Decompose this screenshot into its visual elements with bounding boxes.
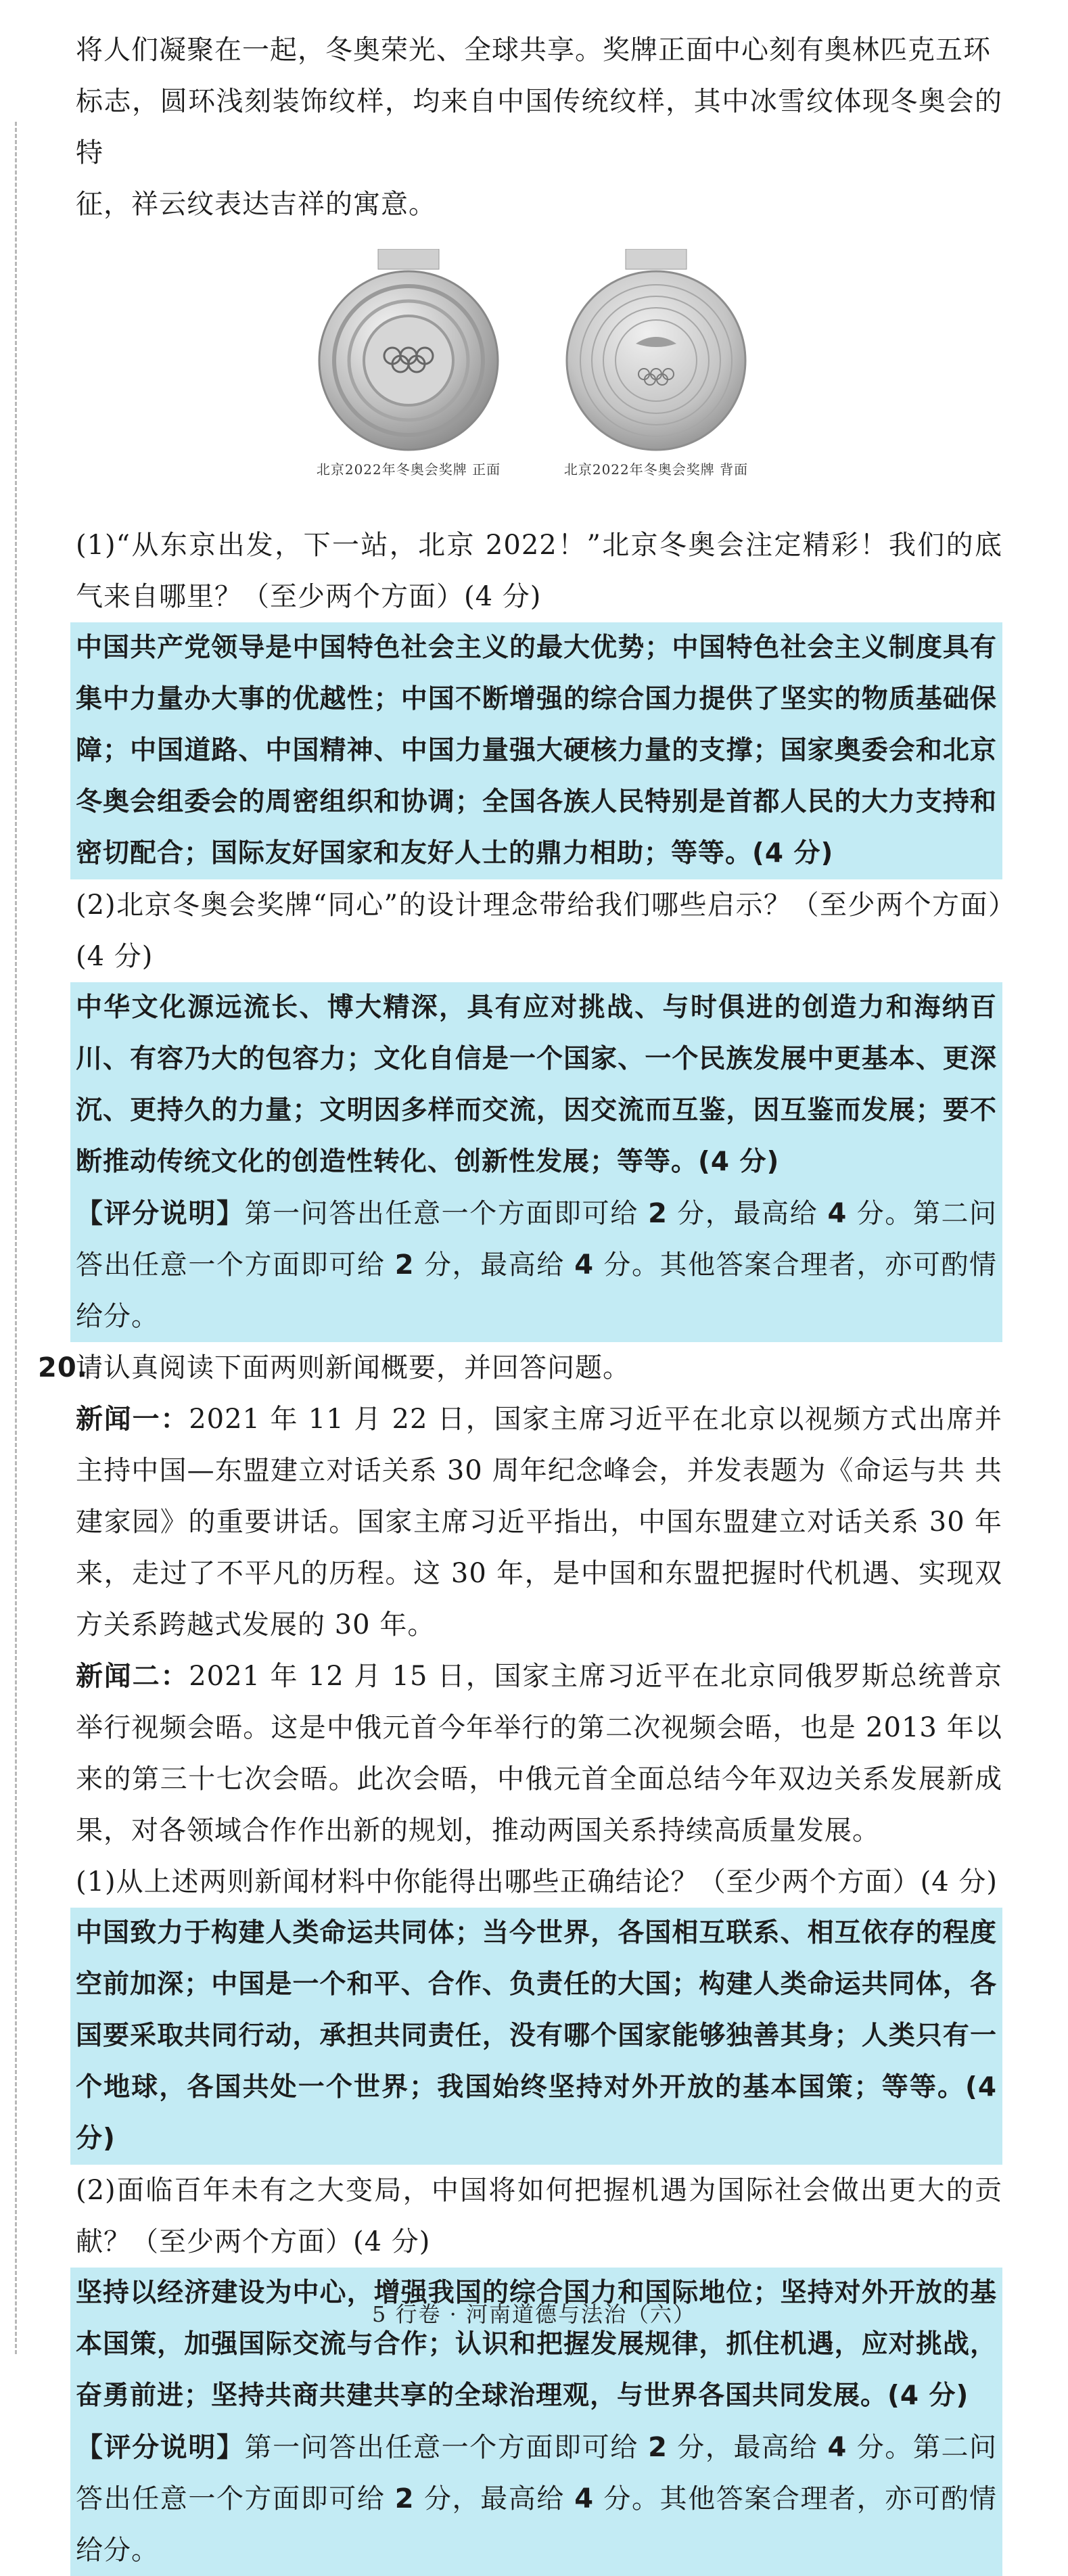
medal-figures xyxy=(76,249,1002,520)
note-text: 第一问答出任意一个方面即可给 xyxy=(244,2432,639,2463)
q19-part1-question: (1)“从东京出发，下一站，北京 2022！”北京冬奥会注定精彩！我们的底气来自哪里？（至少两个方面）(4 分) xyxy=(76,530,1002,612)
note-text: 分，最高给 xyxy=(677,2432,818,2463)
q19-scoring-note xyxy=(70,1188,1002,1342)
news2-text: 2021 年 12 月 15 日，国家主席习近平在北京同俄罗斯总统普京举行视频会晤。这是中俄元首今年举行的第二次视频会晤，也是 2013 年以来的第三十七次会晤。此次会晤，中俄元首全面总结今年双边关系发展新成果，对各领域合作作出新的规划，推动两国关系持续高质量发展。 xyxy=(76,1661,1003,1846)
q19-part2-question: (2)北京冬奥会奖牌“同心”的设计理念带给我们哪些启示？（至少两个方面）(4 分) xyxy=(76,890,1002,972)
note-score: 2 xyxy=(648,1198,668,1229)
intro-paragraph xyxy=(76,0,1002,230)
page-content xyxy=(38,0,1003,2576)
note-score: 2 xyxy=(394,1249,415,1281)
q20-stem: 请认真阅读下面两则新闻概要，并回答问题。 xyxy=(76,1352,630,1383)
note-text: 分，最高给 xyxy=(423,1249,565,1281)
note-text: 分。其他答案合理者，亦可酌情给分。 xyxy=(76,1249,998,1332)
note-score: 4 xyxy=(827,2432,848,2463)
news2-label: 新闻二： xyxy=(76,1661,189,1692)
q20-news2 xyxy=(76,1651,1002,1856)
medal-back-image xyxy=(561,249,751,452)
q20-number: 20. xyxy=(38,1352,88,1383)
q20-part2-answer: 坚持以经济建设为中心，增强我国的综合国力和国际地位；坚持对外开放的基本国策，加强国际交流与合作；认识和把握发展规律，抓住机遇，应对挑战，奋勇前进；坚持共商共建共享的全球治理观，与世界各国共同发展。(4 分) xyxy=(70,2268,1002,2422)
intro-line-3: 征，祥云纹表达吉祥的寓意。 xyxy=(76,189,436,220)
q20-part1-answer: 中国致力于构建人类命运共同体；当今世界，各国相互联系、相互依存的程度空前加深；中国是一个和平、合作、负责任的大国；构建人类命运共同体，各国要采取共同行动，承担共同责任，没有哪个国家能够独善其身；人类只有一个地球，各国共处一个世界；我国始终坚持对外开放的基本国策；等等。(4 分) xyxy=(70,1908,1002,2165)
page-footer: 5 行卷 · 河南道德与法治（六） xyxy=(371,2301,697,2327)
note-text: 分。第二问答出任意一个方面即可给 xyxy=(76,1198,998,1281)
note-text: 第一问答出任意一个方面即可给 xyxy=(244,1198,639,1229)
intro-line-2: 标志，圆环浅刻装饰纹样，均来自中国传统纹样，其中冰雪纹体现冬奥会的特 xyxy=(76,86,1002,168)
note-score: 4 xyxy=(827,1198,848,1229)
q20-stem-line xyxy=(38,1342,1002,1394)
q19-part1-answer: 中国共产党领导是中国特色社会主义的最大优势；中国特色社会主义制度具有集中力量办大事的优越性；中国不断增强的综合国力提供了坚实的物质基础保障；中国道路、中国精神、中国力量强大硬核力量的支撑；国家奥委会和北京冬奥会组委会的周密组织和协调；全国各族人民特别是首都人民的大力支持和密切配合；国际友好国家和友好人士的鼎力相助；等等。(4 分) xyxy=(70,622,1002,879)
note-text: 分。第二问答出任意一个方面即可给 xyxy=(76,2432,998,2514)
note-score: 4 xyxy=(574,1249,595,1281)
note-score: 4 xyxy=(574,2483,595,2514)
q20-scoring-note xyxy=(70,2422,1002,2576)
medal-back-caption: 北京2022年冬奥会奖牌 背面 xyxy=(563,461,749,478)
note-text: 分，最高给 xyxy=(677,1198,818,1229)
binding-margin-line xyxy=(15,122,17,2354)
scoring-note-tag: 【评分说明】 xyxy=(76,2432,245,2463)
scoring-note-tag: 【评分说明】 xyxy=(76,1198,245,1229)
note-score: 2 xyxy=(648,2432,668,2463)
note-text: 分。其他答案合理者，亦可酌情给分。 xyxy=(76,2483,998,2566)
note-text: 分，最高给 xyxy=(423,2483,565,2514)
q20-part1-question: (1)从上述两则新闻材料中你能得出哪些正确结论？（至少两个方面）(4 分) xyxy=(76,1866,998,1898)
note-score: 2 xyxy=(394,2483,415,2514)
q19-part2-answer: 中华文化源远流长、博大精深，具有应对挑战、与时俱进的创造力和海纳百川、有容乃大的包容力；文化自信是一个国家、一个民族发展中更基本、更深沉、更持久的力量；文明因多样而交流，因交流而互鉴，因互鉴而发展；要不断推动传统文化的创造性转化、创新性发展；等等。(4 分) xyxy=(70,982,1002,1188)
medal-front-image xyxy=(314,249,503,452)
intro-line-1: 将人们凝聚在一起，冬奥荣光、全球共享。奖牌正面中心刻有奥林匹克五环 xyxy=(76,34,991,66)
news1-label: 新闻一： xyxy=(76,1404,189,1435)
q20-news1 xyxy=(76,1394,1002,1651)
q20-part2-question: (2)面临百年未有之大变局，中国将如何把握机遇为国际社会做出更大的贡献？（至少两个方面）(4 分) xyxy=(76,2175,1002,2257)
medal-front-caption: 北京2022年冬奥会奖牌 正面 xyxy=(316,461,501,478)
news1-text: 2021 年 11 月 22 日，国家主席习近平在北京以视频方式出席并主持中国—东盟建立对话关系 30 周年纪念峰会，并发表题为《命运与共 共建家园》的重要讲话。国家主席习近平指出，中国东盟建立对话关系 30 年来，走过了不平凡的历程。这 30 年，是中国和东盟把握时代机遇、实现双方关系跨越式发展的 30 年。 xyxy=(76,1404,1003,1640)
